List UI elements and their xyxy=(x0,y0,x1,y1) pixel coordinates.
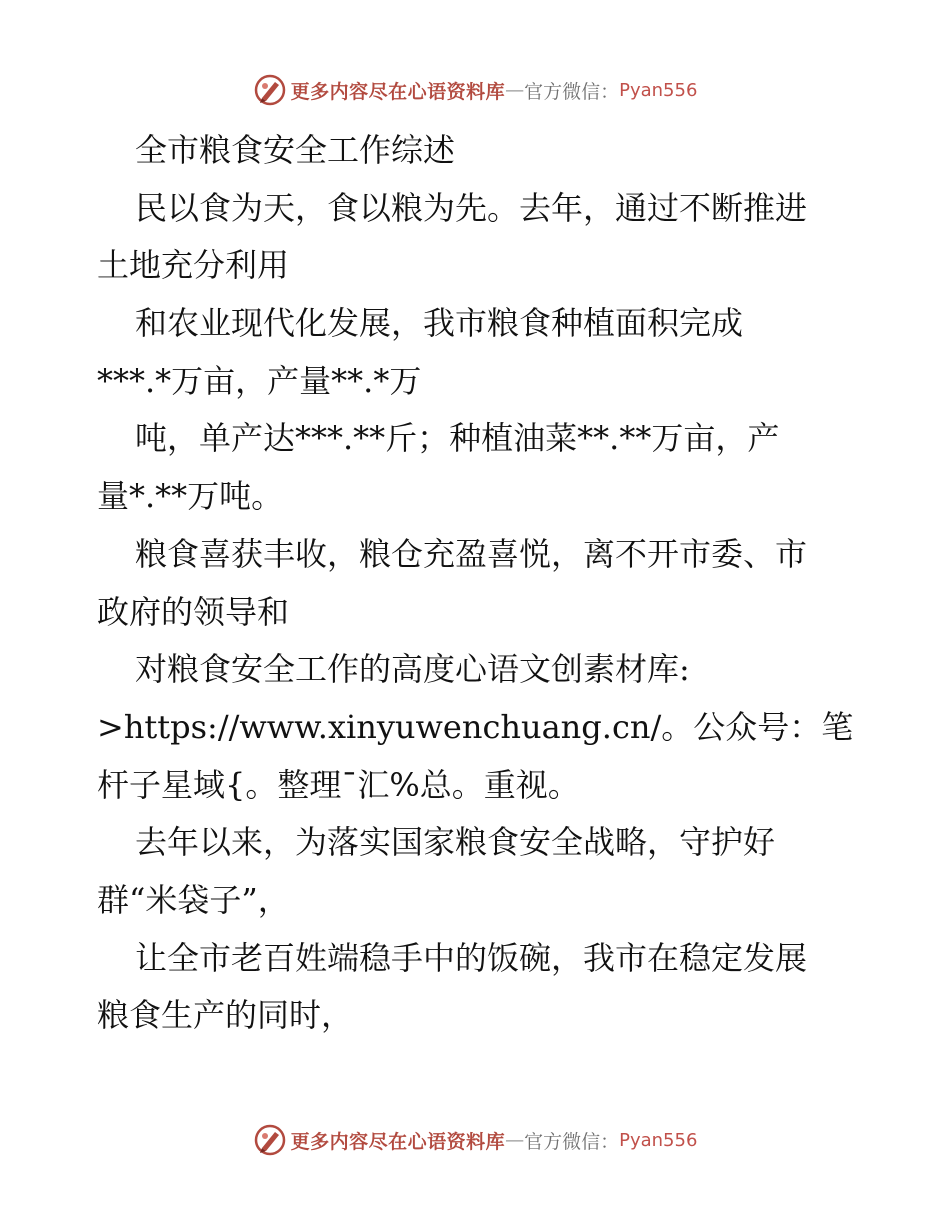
text-line: 去年以来，为落实国家粮食安全战略，守护好 xyxy=(135,823,776,862)
banner-separator: — xyxy=(505,1129,525,1151)
text-line: 和农业现代化发展，我市粮食种植面积完成 xyxy=(135,304,744,343)
header-banner xyxy=(0,70,950,110)
banner-wechat-label: 官方微信： xyxy=(524,1130,620,1153)
text-line: ***.*万亩，产量**.*万 xyxy=(97,361,422,400)
text-line: 群“米袋子”， xyxy=(97,880,290,919)
banner-separator: — xyxy=(505,79,525,101)
banner-wechat-id: Pyan556 xyxy=(619,79,698,101)
document-body xyxy=(97,122,857,1045)
pen-logo-icon xyxy=(253,73,287,107)
banner-wechat-id: Pyan556 xyxy=(619,1129,698,1151)
text-line: 民以食为天，食以粮为先。去年，通过不断推进 xyxy=(135,188,808,227)
banner-main-text: 更多内容尽在心语资料库 xyxy=(290,1130,506,1153)
text-line: 土地充分利用 xyxy=(97,246,290,285)
text-line: 对粮食安全工作的高度心语文创素材库: xyxy=(135,650,690,689)
document-title: 全市粮食安全工作综述 xyxy=(135,131,456,169)
banner-main-text: 更多内容尽在心语资料库 xyxy=(290,80,506,103)
pen-logo-icon xyxy=(253,1123,287,1157)
text-line: 粮食生产的同时， xyxy=(97,996,354,1035)
banner-wechat-label: 官方微信： xyxy=(524,80,620,103)
text-line: 杆子星域{。整理¯汇%总。重视。 xyxy=(97,765,580,804)
text-line: 量*.**万吨。 xyxy=(97,477,284,516)
footer-banner xyxy=(0,1120,950,1160)
text-line: 让全市老百姓端稳手中的饭碗，我市在稳定发展 xyxy=(135,938,808,977)
text-line: >https://www.xinyuwenchuang.cn/。公众号：笔 xyxy=(97,707,854,746)
text-line: 政府的领导和 xyxy=(97,592,290,631)
text-line: 吨，单产达***.**斤；种植油菜**.**万亩，产 xyxy=(135,419,780,458)
text-line: 粮食喜获丰收，粮仓充盈喜悦，离不开市委、市 xyxy=(135,534,808,573)
